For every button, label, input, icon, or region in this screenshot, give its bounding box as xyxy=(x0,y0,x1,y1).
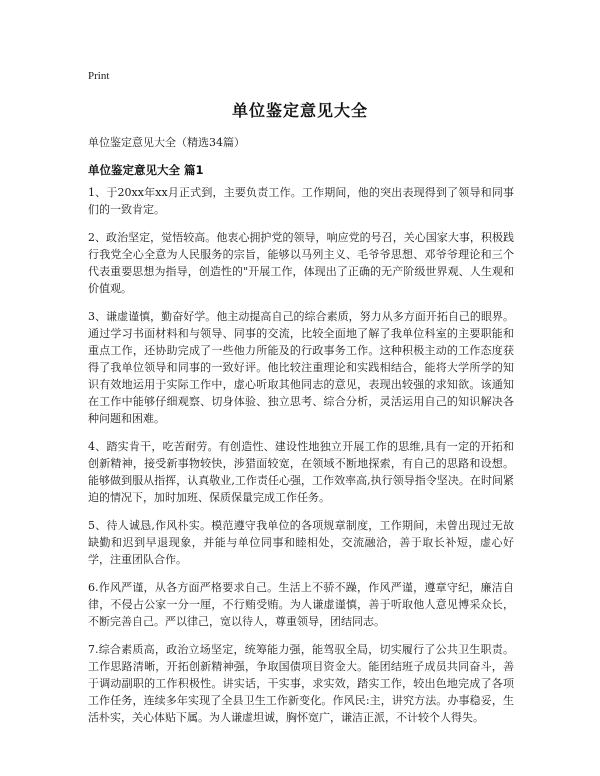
paragraph-2: 2、政治坚定，觉悟较高。他衷心拥护党的领导，响应党的号召，关心国家大事，积极践行我党全心全意为人民服务的宗旨，能够以马列主义、毛爷爷思想、邓爷爷理论和三个代表重要思想为指导，创造性的"开展工作，体现出了正确的无产阶级世界观、人生观和价值观。 xyxy=(88,231,514,295)
paragraph-7: 7.综合素质高，政治立场坚定，统筹能力强，能驾驭全局，切实履行了公共卫生职责。工作思路清晰，开拓创新精神强，争取国债项目资金大。能团结班子成员共同奋斗，善于调动副职的工作积极性。讲实话，干实事，求实效，踏实工作，较出色地完成了各项工作任务，连续多年实现了全县卫生工作新变化。作风民:主，讲究方法。办事稳妥，生活朴实，关心体贴下属。为人谦虚坦诚，胸怀宽广，谦洁正派，不计较个人得失。 xyxy=(88,643,514,724)
document-body xyxy=(88,184,514,737)
section-heading: 单位鉴定意见大全 篇1 xyxy=(88,163,204,177)
paragraph-4: 4、踏实肯干，吃苦耐劳。有创造性、建设性地独立开展工作的思维,具有一定的开拓和创新精神，接受新事物较快，涉猎面较宽，在领域不断地探索，有自己的思路和设想。能够做到服从指挥，认真敬业,工作责任心强，工作效率高,执行领导指令坚决。在时间紧迫的情况下，加时加班、保质保量完成工作任务。 xyxy=(88,440,514,504)
document-subtitle: 单位鉴定意见大全（精选34篇） xyxy=(88,136,245,149)
paragraph-3: 3、谦虚谨慎，勤奋好学。他主动提高自己的综合素质，努力从多方面开拓自己的眼界。通过学习书面材料和与领导、同事的交流，比较全面地了解了我单位科室的主要职能和重点工作，还协助完成了一些他力所能及的行政事务工作。这种积极主动的工作态度获得了我单位领导和同事的一致好评。他比较注重理论和实践相结合，能将大学所学的知识有效地运用于实际工作中，虚心听取其他同志的意见，表现出较强的求知欲。该通知在工作中能够仔细观察、切身体验、独立思考、综合分析，灵活运用自己的知识解决各种问题和困难。 xyxy=(88,310,514,425)
print-link[interactable]: Print xyxy=(88,70,110,82)
document-title: 单位鉴定意见大全 xyxy=(231,101,368,120)
paragraph-5: 5、待人诚恳,作风朴实。模范遵守我单位的各项规章制度，工作期间，未曾出现过无故缺勤和迟到早退现象，并能与单位同事和睦相处，交流融洽，善于取长补短，虚心好学，注重团队合作。 xyxy=(88,519,514,566)
paragraph-6: 6.作风严谨，从各方面严格要求自己。生活上不骄不躁，作风严谨，遵章守纪，廉洁自律，不侵占公家一分一厘，不行贿受贿。为人谦虚谨慎，善于听取他人意见博采众长，不断完善自己。严以律己，宽以待人，尊重领导，团结同志。 xyxy=(88,581,514,628)
paragraph-1: 1、于20xx年xx月正式到，主要负责工作。工作期间，他的突出表现得到了领导和同事们的一致肯定。 xyxy=(88,186,514,216)
